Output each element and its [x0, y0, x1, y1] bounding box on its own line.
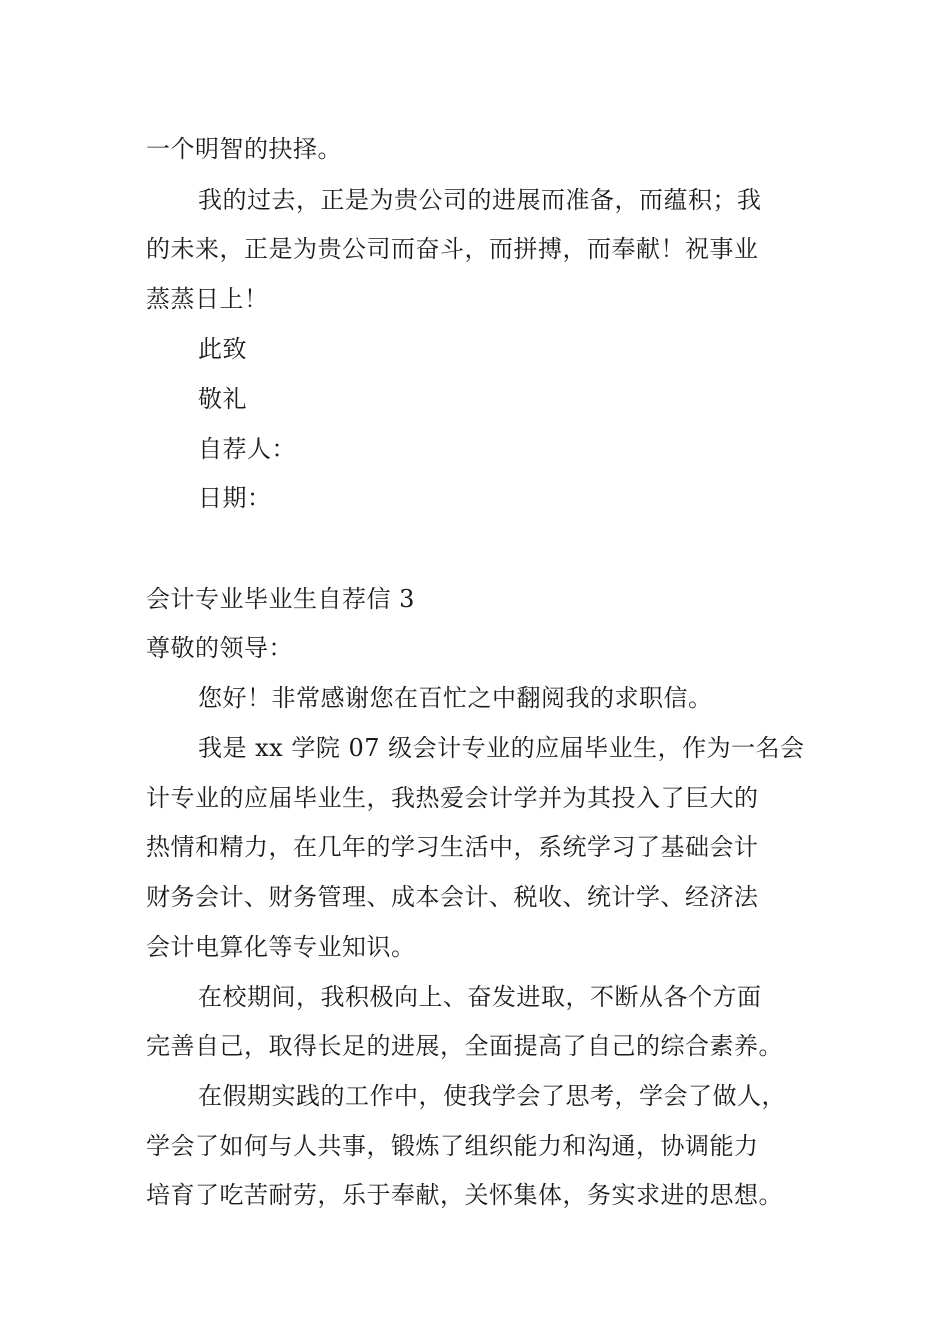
greeting: 尊敬的领导： — [146, 634, 293, 662]
text-line: 的未来，正是为贵公司而奋斗，而拼搏，而奉献！祝事业 — [146, 235, 759, 263]
text-line: 培育了吃苦耐劳，乐于奉献，关怀集体，务实求进的思想。 — [146, 1181, 783, 1209]
text-line: 会计电算化等专业知识。 — [146, 933, 416, 961]
text-line: 财务会计、财务管理、成本会计、税收、统计学、经济法 — [146, 883, 759, 911]
text-line: 我的过去，正是为贵公司的进展而准备，而蕴积；我 — [198, 186, 762, 214]
date-label: 日期： — [198, 484, 272, 512]
text-line: 您好！非常感谢您在百忙之中翻阅我的求职信。 — [198, 684, 713, 712]
text-line: 在假期实践的工作中，使我学会了思考，学会了做人， — [198, 1082, 786, 1110]
text-line: 热情和精力，在几年的学习生活中，系统学习了基础会计 — [146, 833, 759, 861]
signature-label: 自荐人： — [198, 435, 296, 463]
text-line: 我是 xx 学院 07 级会计专业的应届毕业生，作为一名会 — [198, 734, 805, 762]
closing-regards: 敬礼 — [198, 385, 247, 413]
text-line: 计专业的应届毕业生，我热爱会计学并为其投入了巨大的 — [146, 784, 759, 812]
text-line: 完善自己，取得长足的进展，全面提高了自己的综合素养。 — [146, 1032, 783, 1060]
text-line: 蒸蒸日上！ — [146, 285, 269, 313]
section-title: 会计专业毕业生自荐信 3 — [146, 585, 415, 613]
text-line: 一个明智的抉择。 — [146, 135, 342, 163]
text-line: 学会了如何与人共事，锻炼了组织能力和沟通，协调能力 — [146, 1132, 759, 1160]
closing-salutation: 此致 — [198, 335, 247, 363]
text-line: 在校期间，我积极向上、奋发进取，不断从各个方面 — [198, 983, 762, 1011]
